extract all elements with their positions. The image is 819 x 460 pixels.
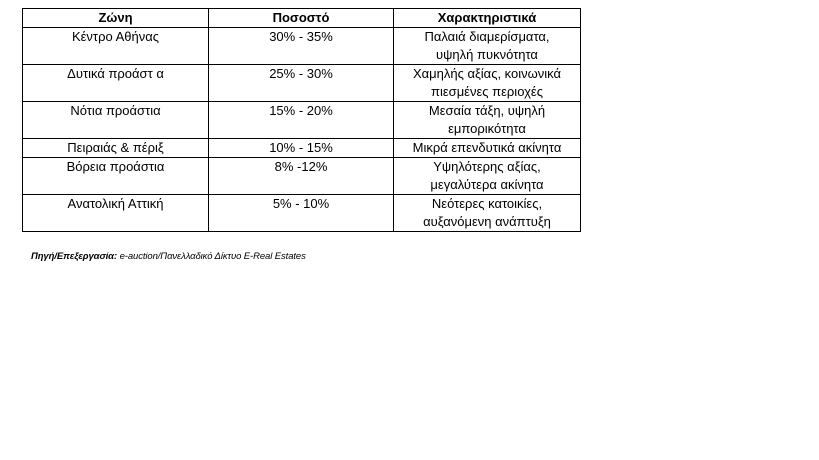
percent-cell: 30% - 35%	[209, 28, 394, 65]
characteristics-cell: Παλαιά διαμερίσματα, υψηλή πυκνότητα	[394, 28, 581, 65]
percent-cell: 15% - 20%	[209, 102, 394, 139]
header-characteristics: Χαρακτηριστικά	[394, 9, 581, 28]
zone-cell: Κέντρο Αθήνας	[23, 28, 209, 65]
table-row	[23, 195, 581, 232]
table-row	[23, 102, 581, 139]
table-row	[23, 28, 581, 65]
source-note	[31, 251, 306, 262]
header-percent: Ποσοστό	[209, 9, 394, 28]
characteristics-cell: Μεσαία τάξη, υψηλή εμπορικότητα	[394, 102, 581, 139]
header-zone: Ζώνη	[23, 9, 209, 28]
characteristics-cell: Μικρά επενδυτικά ακίνητα	[394, 139, 581, 158]
percent-cell: 25% - 30%	[209, 65, 394, 102]
zone-cell: Νότια προάστια	[23, 102, 209, 139]
percent-cell: 8% -12%	[209, 158, 394, 195]
percent-cell: 5% - 10%	[209, 195, 394, 232]
characteristics-cell: Νεότερες κατοικίες, αυξανόμενη ανάπτυξη	[394, 195, 581, 232]
table-header-row	[23, 9, 581, 28]
table-row	[23, 139, 581, 158]
table-row	[23, 158, 581, 195]
zone-cell: Πειραιάς & πέριξ	[23, 139, 209, 158]
source-text: e-auction/Πανελλαδικό Δίκτυο E-Real Estates	[117, 251, 306, 262]
zone-cell: Βόρεια προάστια	[23, 158, 209, 195]
characteristics-cell: Υψηλότερης αξίας, μεγαλύτερα ακίνητα	[394, 158, 581, 195]
zone-table	[22, 8, 581, 232]
zone-cell: Ανατολική Αττική	[23, 195, 209, 232]
characteristics-cell: Χαμηλής αξίας, κοινωνικά πιεσμένες περιοχές	[394, 65, 581, 102]
source-label: Πηγή/Επεξεργασία:	[31, 251, 118, 262]
percent-cell: 10% - 15%	[209, 139, 394, 158]
table-row	[23, 65, 581, 102]
zone-cell: Δυτικά προάστ α	[23, 65, 209, 102]
